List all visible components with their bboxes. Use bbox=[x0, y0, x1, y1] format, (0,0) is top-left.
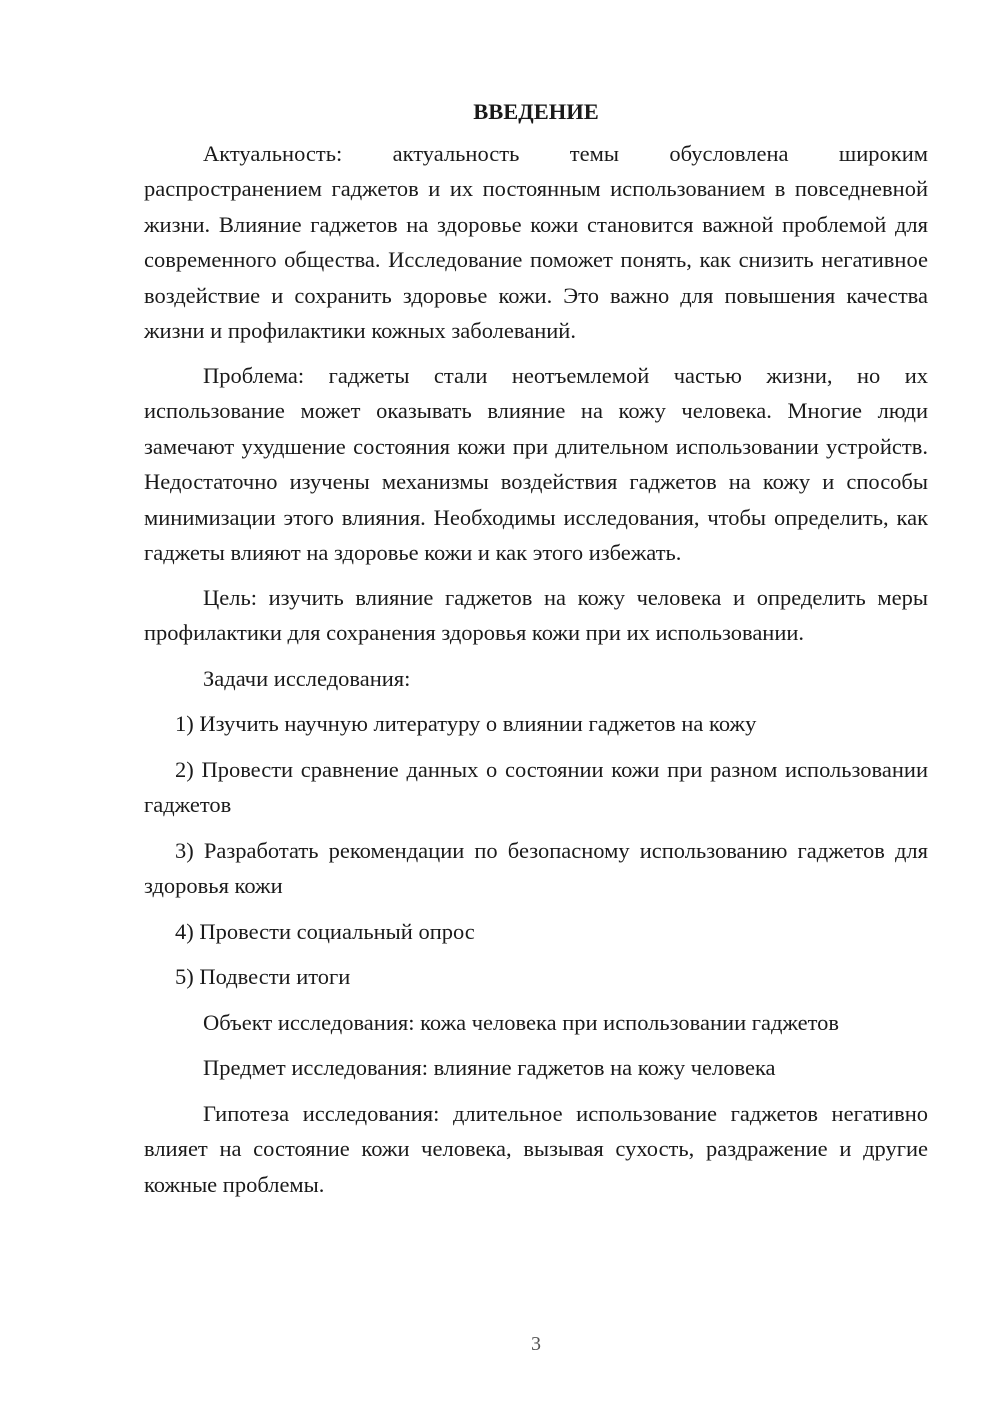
paragraph-object: Объект исследования: кожа человека при использовании гаджетов bbox=[203, 1009, 840, 1035]
paragraph-hypothesis: Гипотеза исследования: длительное использование гаджетов негативно влияет на состояние кожи человека, вызывая сухость, раздражение и другие кожные проблемы. bbox=[144, 1100, 928, 1197]
task-item-5: 5) Подвести итоги bbox=[175, 964, 351, 989]
document-body bbox=[144, 94, 928, 1202]
task-item-1: 1) Изучить научную литературу о влиянии гаджетов на кожу bbox=[175, 711, 757, 736]
tasks-heading: Задачи исследования: bbox=[203, 665, 411, 691]
page-number: 3 bbox=[531, 1333, 541, 1355]
paragraph-subject: Предмет исследования: влияние гаджетов на кожу человека bbox=[203, 1055, 776, 1080]
paragraph-actuality: Актуальность: актуальность темы обусловлена широким распространением гаджетов и их постоянным использованием в повседневной жизни. Влияние гаджетов на здоровье кожи становится важной проблемой для современного общества. Исследование поможет понять, как снизить негативное воздействие и сохранить здоровье кожи. Это важно для повышения качества жизни и профилактики кожных заболеваний. bbox=[144, 140, 928, 343]
task-item-4: 4) Провести социальный опрос bbox=[175, 918, 475, 944]
paragraph-problem: Проблема: гаджеты стали неотъемлемой частью жизни, но их использование может оказывать влияние на кожу человека. Многие люди замечают ухудшение состояния кожи при длительном использовании устройств. Недостаточно изучены механизмы воздействия гаджетов на кожу и способы минимизации этого влияния. Необходимы исследования, чтобы определить, как гаджеты влияют на здоровье кожи и как этого избежать. bbox=[144, 362, 928, 565]
task-item-3: 3) Разработать рекомендации по безопасному использованию гаджетов для здоровья кожи bbox=[144, 837, 928, 898]
page-title: ВВЕДЕНИЕ bbox=[473, 99, 599, 124]
task-item-2: 2) Провести сравнение данных о состоянии кожи при разном использовании гаджетов bbox=[144, 756, 928, 817]
paragraph-goal: Цель: изучить влияние гаджетов на кожу человека и определить меры профилактики для сохранения здоровья кожи при их использовании. bbox=[144, 584, 928, 645]
